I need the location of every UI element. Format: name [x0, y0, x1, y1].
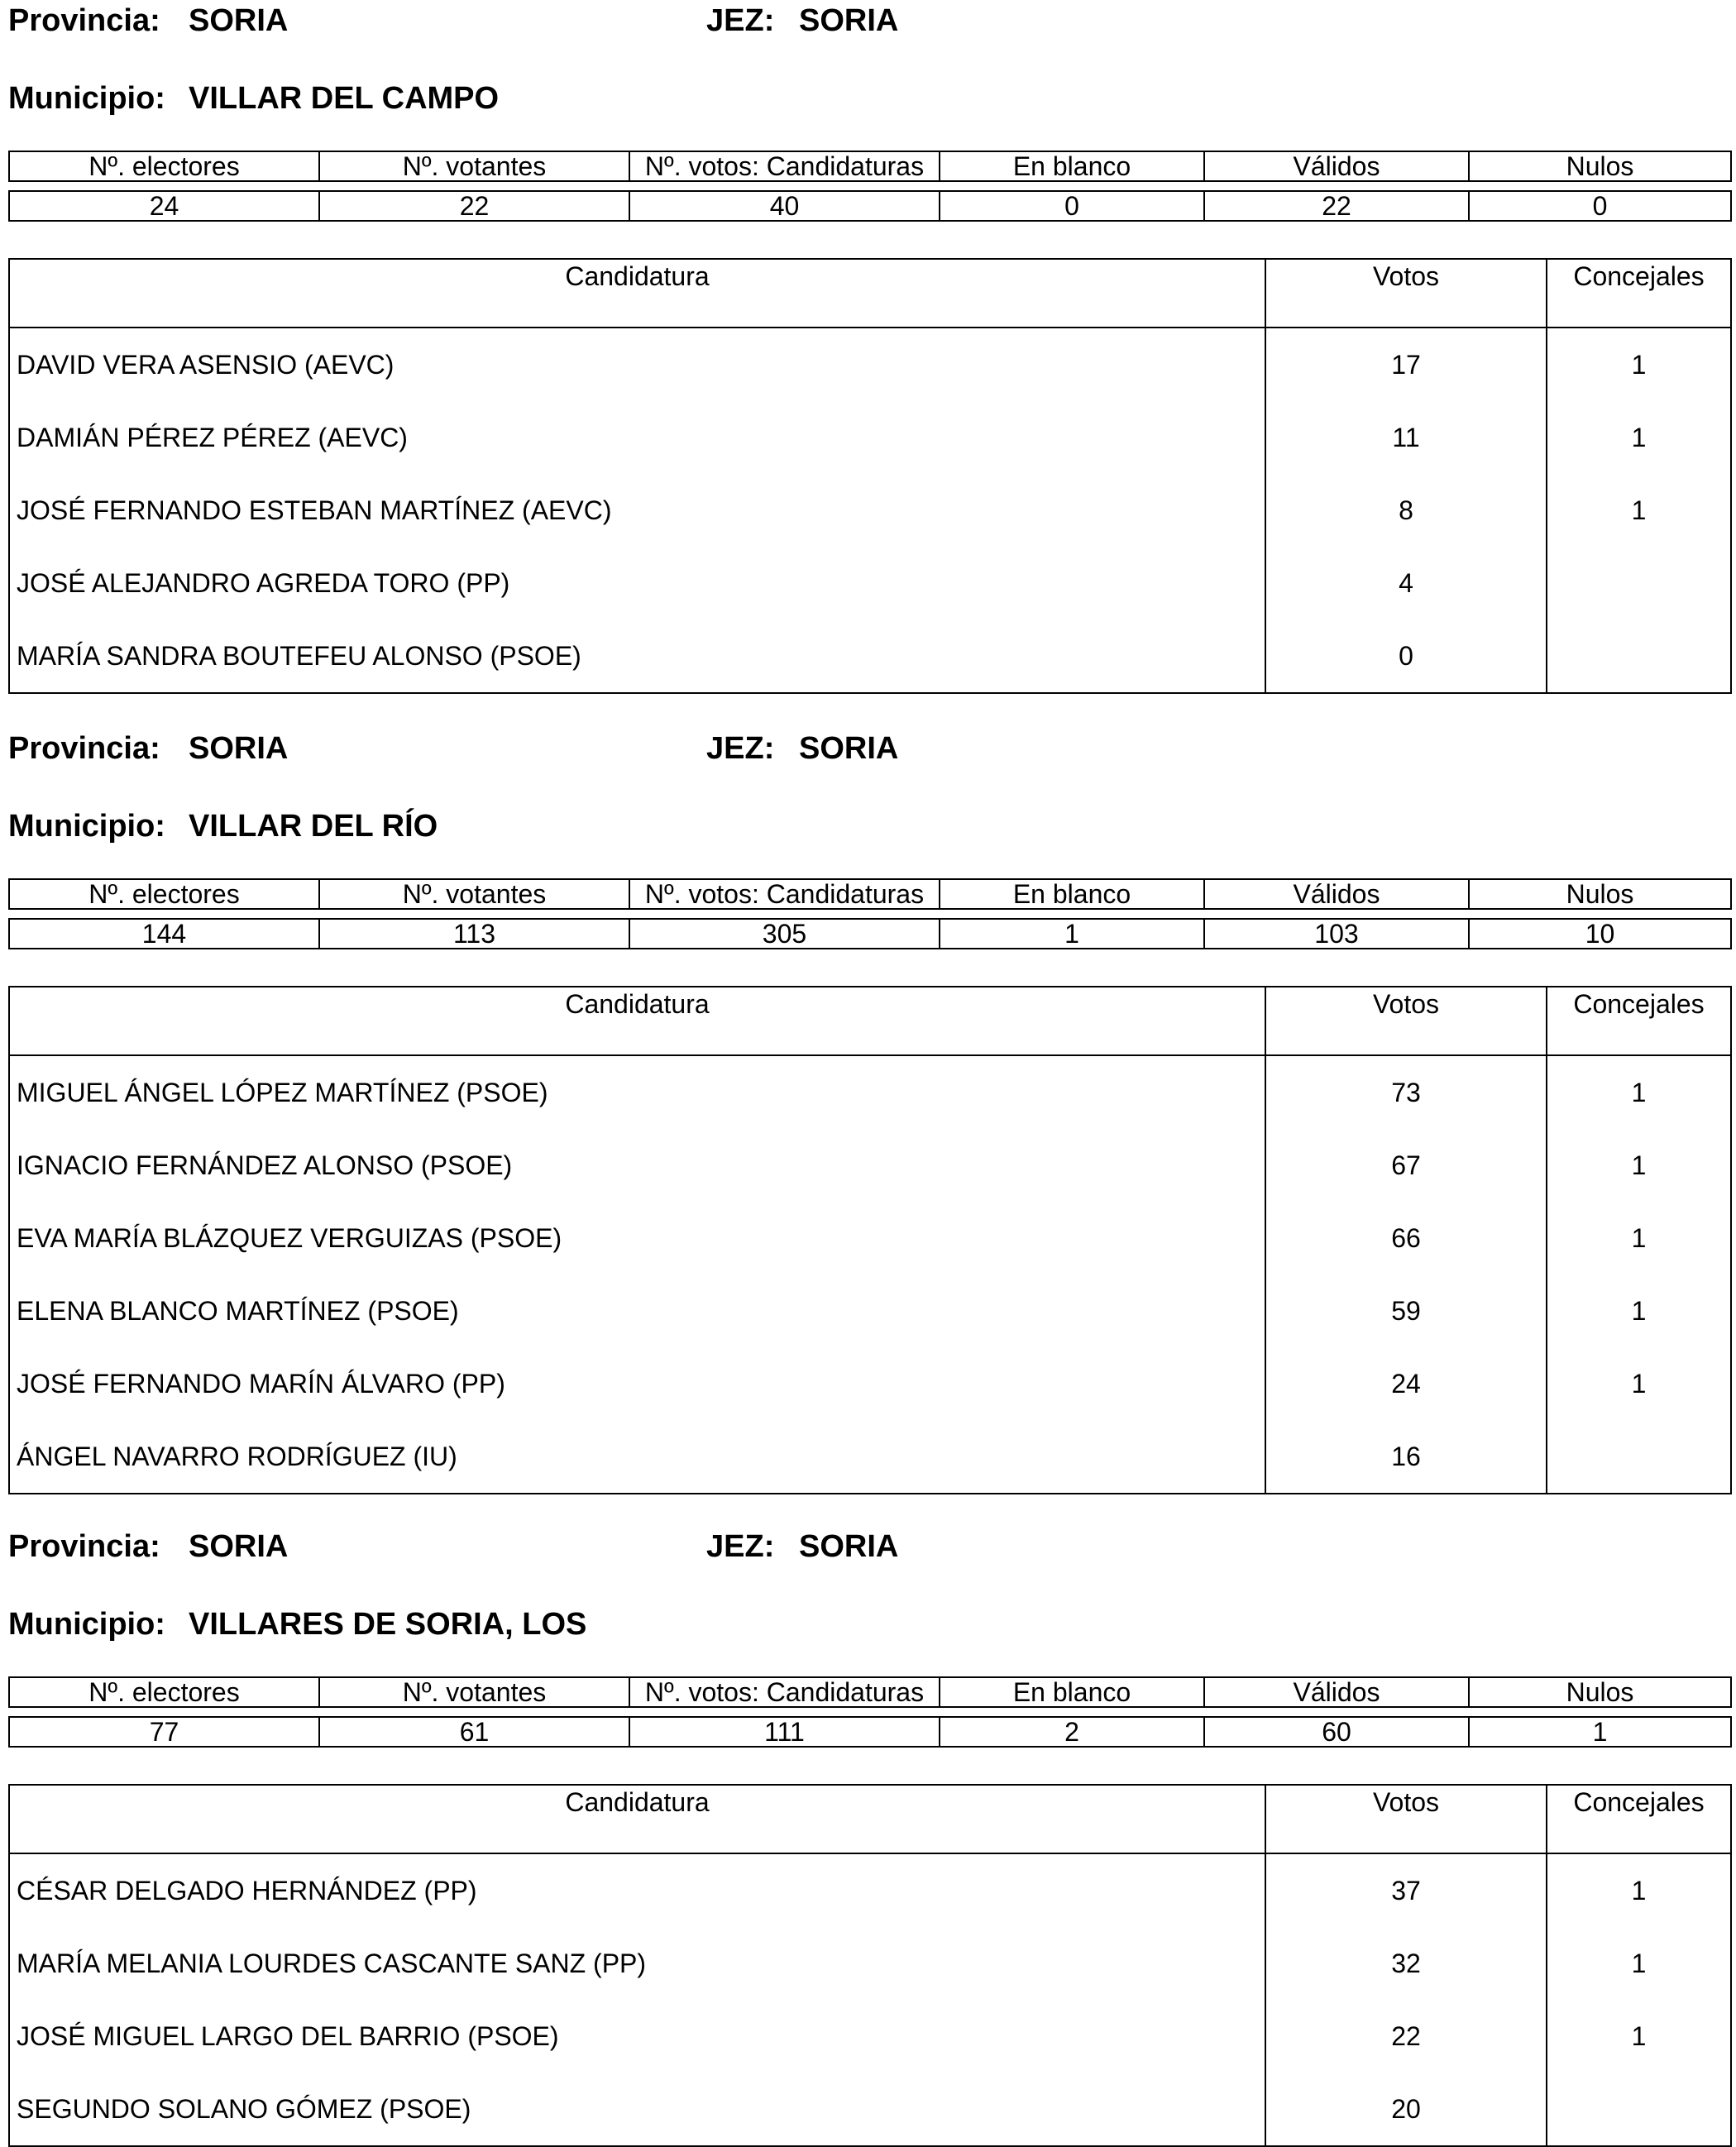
candidate-votos: 73	[1265, 1055, 1547, 1129]
stats-value-row	[9, 1717, 1731, 1747]
candidate-concejales: 1	[1547, 1927, 1731, 2000]
stats-value-cell: 0	[1469, 191, 1731, 221]
candidate-row	[9, 328, 1731, 401]
stats-header-cell: Nº. votos: Candidaturas	[629, 879, 940, 909]
candidate-votos: 20	[1265, 2073, 1547, 2146]
candidates-table	[8, 1784, 1732, 2147]
candidate-votos: 4	[1265, 547, 1547, 619]
candidate-row	[9, 401, 1731, 474]
stats-value-cell: 22	[319, 191, 629, 221]
candidate-name: ELENA BLANCO MARTÍNEZ (PSOE)	[9, 1274, 1265, 1347]
candidate-votos: 16	[1265, 1420, 1547, 1494]
stats-value-cell: 305	[629, 919, 940, 949]
stats-value-cell: 77	[9, 1717, 319, 1747]
candidate-name: JOSÉ FERNANDO MARÍN ÁLVARO (PP)	[9, 1347, 1265, 1420]
candidate-name: JOSÉ ALEJANDRO AGREDA TORO (PP)	[9, 547, 1265, 619]
candidate-votos: 32	[1265, 1927, 1547, 2000]
candidates-header-cell: Concejales	[1547, 259, 1731, 328]
candidate-name: MIGUEL ÁNGEL LÓPEZ MARTÍNEZ (PSOE)	[9, 1055, 1265, 1129]
candidates-header-cell: Candidatura	[9, 1785, 1265, 1853]
stats-value-cell: 2	[940, 1717, 1204, 1747]
municipio-label: Municipio:	[8, 809, 165, 844]
candidates-header-cell: Candidatura	[9, 987, 1265, 1055]
candidate-name: SEGUNDO SOLANO GÓMEZ (PSOE)	[9, 2073, 1265, 2146]
candidates-header-row	[9, 1785, 1731, 1853]
candidate-votos: 59	[1265, 1274, 1547, 1347]
candidate-votos: 37	[1265, 1853, 1547, 1927]
candidate-row	[9, 547, 1731, 619]
jez-label: JEZ:	[706, 1529, 775, 1564]
candidates-header-cell: Votos	[1265, 1785, 1547, 1853]
stats-header-row	[9, 879, 1731, 909]
stats-header-cell: En blanco	[940, 1677, 1204, 1707]
candidate-name: CÉSAR DELGADO HERNÁNDEZ (PP)	[9, 1853, 1265, 1927]
stats-value-cell: 22	[1204, 191, 1469, 221]
candidate-concejales: 1	[1547, 328, 1731, 401]
stats-value-cell: 0	[940, 191, 1204, 221]
candidate-votos: 0	[1265, 619, 1547, 693]
candidate-votos: 11	[1265, 401, 1547, 474]
stats-header-cell: Nº. electores	[9, 151, 319, 181]
stats-value-cell: 103	[1204, 919, 1469, 949]
municipio-label: Municipio:	[8, 81, 165, 116]
municipio-value: VILLARES DE SORIA, LOS	[189, 1607, 587, 1642]
candidates-table	[8, 986, 1732, 1494]
stats-table	[8, 1676, 1732, 1748]
stats-header-cell: Nº. votantes	[319, 879, 629, 909]
stats-value-cell: 111	[629, 1717, 940, 1747]
stats-value-cell: 61	[319, 1717, 629, 1747]
candidate-concejales: 1	[1547, 2000, 1731, 2073]
candidate-row	[9, 1347, 1731, 1420]
stats-header-cell: En blanco	[940, 879, 1204, 909]
provincia-value: SORIA	[189, 3, 289, 38]
candidate-concejales: 1	[1547, 401, 1731, 474]
provincia-label: Provincia:	[8, 1529, 160, 1564]
candidate-row	[9, 2073, 1731, 2146]
jez-label: JEZ:	[706, 731, 775, 766]
provincia-value: SORIA	[189, 1529, 289, 1564]
stats-header-cell: Nulos	[1469, 1677, 1731, 1707]
candidate-name: IGNACIO FERNÁNDEZ ALONSO (PSOE)	[9, 1129, 1265, 1202]
stats-value-cell: 60	[1204, 1717, 1469, 1747]
candidate-votos: 24	[1265, 1347, 1547, 1420]
candidate-concejales: 1	[1547, 1853, 1731, 1927]
stats-value-cell: 1	[1469, 1717, 1731, 1747]
candidate-concejales: 1	[1547, 1274, 1731, 1347]
candidate-concejales: 1	[1547, 474, 1731, 547]
stats-value-cell: 1	[940, 919, 1204, 949]
candidate-votos: 67	[1265, 1129, 1547, 1202]
stats-value-row	[9, 191, 1731, 221]
candidates-header-row	[9, 259, 1731, 328]
candidate-concejales	[1547, 547, 1731, 619]
candidate-name: MARÍA MELANIA LOURDES CASCANTE SANZ (PP)	[9, 1927, 1265, 2000]
candidates-header-cell: Candidatura	[9, 259, 1265, 328]
candidate-row	[9, 1420, 1731, 1494]
stats-header-cell: Nulos	[1469, 151, 1731, 181]
candidates-header-cell: Concejales	[1547, 1785, 1731, 1853]
stats-header-cell: Nº. electores	[9, 1677, 319, 1707]
stats-value-cell: 40	[629, 191, 940, 221]
candidate-name: DAVID VERA ASENSIO (AEVC)	[9, 328, 1265, 401]
jez-label: JEZ:	[706, 3, 775, 38]
stats-header-cell: Nº. electores	[9, 879, 319, 909]
stats-header-cell: Nulos	[1469, 879, 1731, 909]
provincia-value: SORIA	[189, 731, 289, 766]
provincia-label: Provincia:	[8, 731, 160, 766]
candidate-row	[9, 1055, 1731, 1129]
candidate-name: JOSÉ MIGUEL LARGO DEL BARRIO (PSOE)	[9, 2000, 1265, 2073]
stats-header-cell: Nº. votos: Candidaturas	[629, 1677, 940, 1707]
stats-header-cell: Válidos	[1204, 1677, 1469, 1707]
candidate-row	[9, 1853, 1731, 1927]
stats-value-cell: 24	[9, 191, 319, 221]
jez-value: SORIA	[799, 3, 899, 38]
municipio-value: VILLAR DEL CAMPO	[189, 81, 500, 116]
candidate-row	[9, 619, 1731, 693]
candidate-votos: 22	[1265, 2000, 1547, 2073]
municipio-value: VILLAR DEL RÍO	[189, 809, 438, 844]
candidate-concejales	[1547, 1420, 1731, 1494]
candidate-row	[9, 2000, 1731, 2073]
candidates-table	[8, 258, 1732, 694]
candidate-row	[9, 1202, 1731, 1274]
candidate-concejales: 1	[1547, 1055, 1731, 1129]
candidate-row	[9, 1129, 1731, 1202]
stats-value-cell: 10	[1469, 919, 1731, 949]
candidate-concejales	[1547, 2073, 1731, 2146]
candidates-header-cell: Votos	[1265, 259, 1547, 328]
stats-header-cell: Nº. votantes	[319, 151, 629, 181]
stats-header-cell: Válidos	[1204, 151, 1469, 181]
stats-header-row	[9, 151, 1731, 181]
candidate-name: MARÍA SANDRA BOUTEFEU ALONSO (PSOE)	[9, 619, 1265, 693]
stats-header-cell: Nº. votos: Candidaturas	[629, 151, 940, 181]
candidate-name: DAMIÁN PÉREZ PÉREZ (AEVC)	[9, 401, 1265, 474]
candidate-row	[9, 1274, 1731, 1347]
stats-value-cell: 113	[319, 919, 629, 949]
jez-value: SORIA	[799, 1529, 899, 1564]
municipio-label: Municipio:	[8, 1607, 165, 1642]
stats-table	[8, 878, 1732, 949]
candidate-name: EVA MARÍA BLÁZQUEZ VERGUIZAS (PSOE)	[9, 1202, 1265, 1274]
candidate-concejales	[1547, 619, 1731, 693]
stats-value-cell: 144	[9, 919, 319, 949]
candidates-header-row	[9, 987, 1731, 1055]
candidate-votos: 8	[1265, 474, 1547, 547]
candidate-row	[9, 1927, 1731, 2000]
provincia-label: Provincia:	[8, 3, 160, 38]
candidate-votos: 17	[1265, 328, 1547, 401]
candidates-header-cell: Concejales	[1547, 987, 1731, 1055]
candidate-concejales: 1	[1547, 1129, 1731, 1202]
candidate-concejales: 1	[1547, 1347, 1731, 1420]
stats-header-cell: En blanco	[940, 151, 1204, 181]
candidate-row	[9, 474, 1731, 547]
stats-table	[8, 151, 1732, 222]
candidate-votos: 66	[1265, 1202, 1547, 1274]
candidate-concejales: 1	[1547, 1202, 1731, 1274]
candidate-name: JOSÉ FERNANDO ESTEBAN MARTÍNEZ (AEVC)	[9, 474, 1265, 547]
candidates-header-cell: Votos	[1265, 987, 1547, 1055]
jez-value: SORIA	[799, 731, 899, 766]
stats-header-row	[9, 1677, 1731, 1707]
stats-value-row	[9, 919, 1731, 949]
stats-header-cell: Nº. votantes	[319, 1677, 629, 1707]
candidate-name: ÁNGEL NAVARRO RODRÍGUEZ (IU)	[9, 1420, 1265, 1494]
stats-header-cell: Válidos	[1204, 879, 1469, 909]
